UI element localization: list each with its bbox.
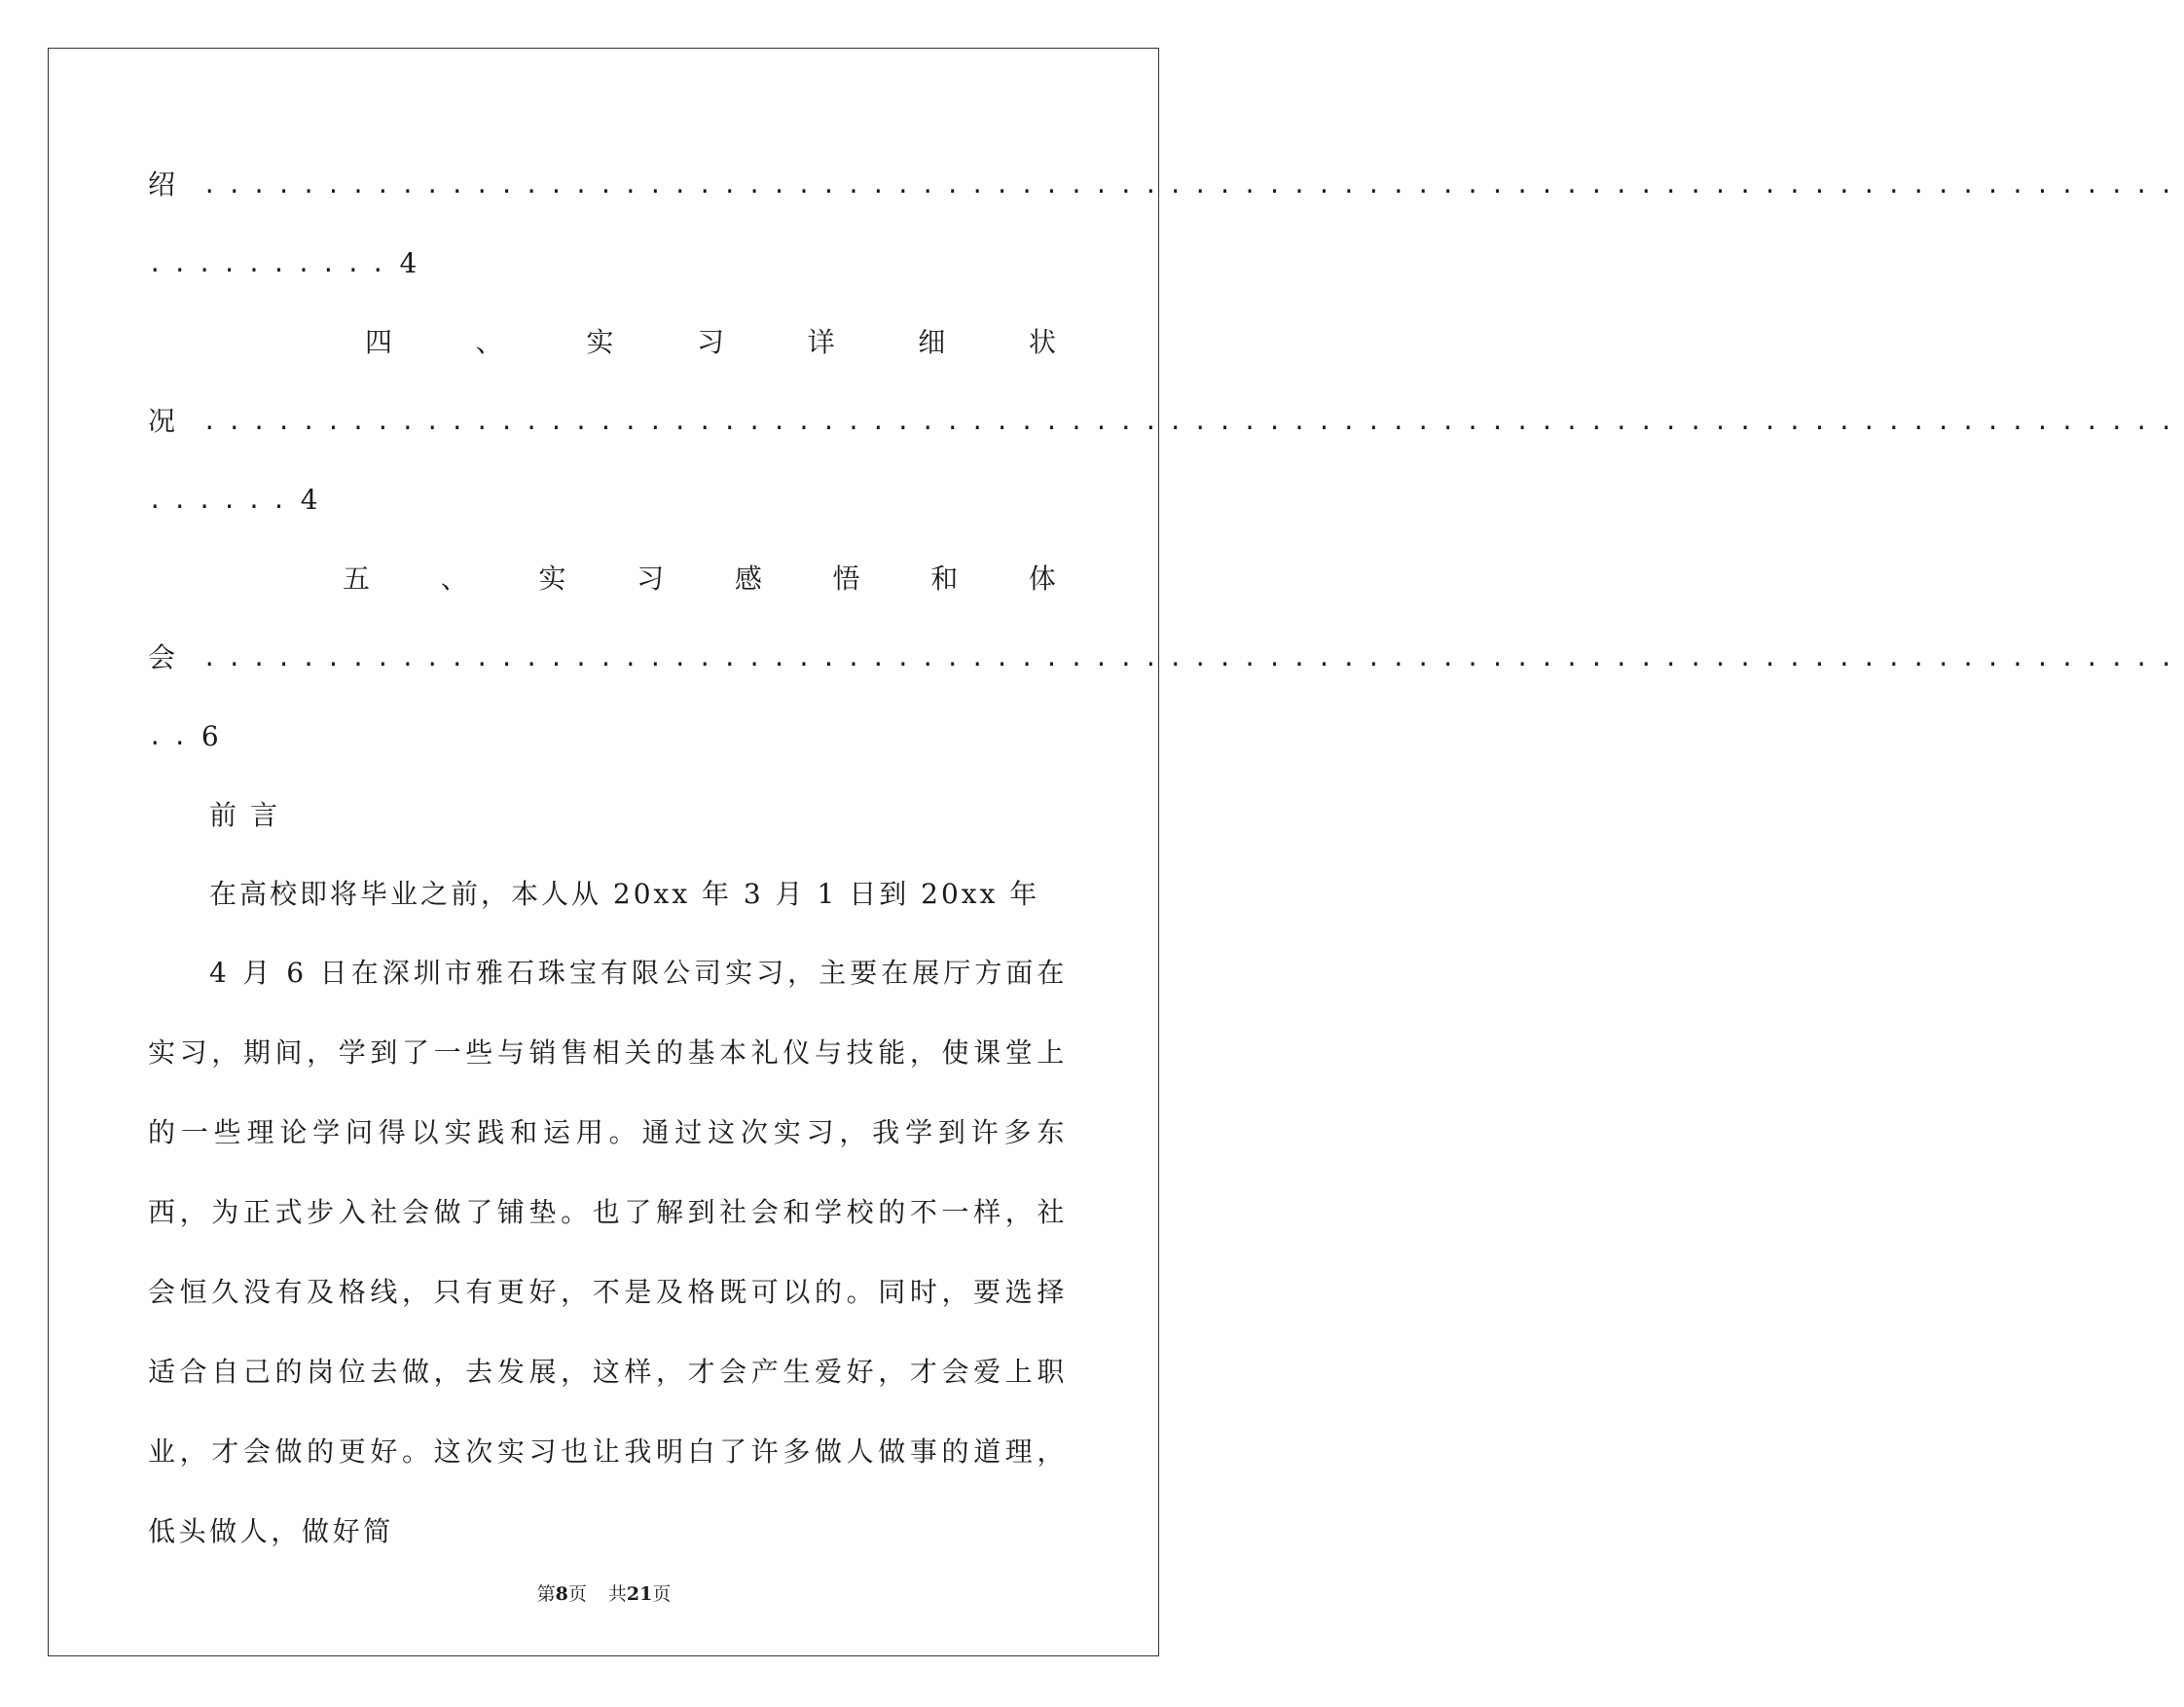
toc-entry-5-line xyxy=(148,638,2184,677)
toc-entry-4-tail xyxy=(148,481,1068,520)
toc-entry-5-char: 实 xyxy=(538,563,566,595)
toc-entry-4-char: 详 xyxy=(807,326,835,358)
page-footer xyxy=(0,1582,1208,1606)
footer-total-suffix: 页 xyxy=(652,1583,672,1605)
toc-entry-5-lead: 会 xyxy=(148,641,176,673)
toc-entry-4-title xyxy=(365,323,1056,362)
toc-entry-5-tail xyxy=(148,717,1068,756)
toc-entry-4-dots: ................................................................................ xyxy=(202,408,2184,435)
toc-entry-5-page: 6 xyxy=(200,720,219,752)
section-first-line: 在高校即将毕业之前，本人从 20xx 年 3 月 1 日到 20xx 年 xyxy=(209,878,1040,910)
toc-entry-4-char: 状 xyxy=(1028,326,1056,358)
footer-total-pages: 21 xyxy=(626,1583,653,1605)
section-body: 4 月 6 日在深圳市雅石珠宝有限公司实习，主要在展厅方面在实习，期间，学到了一些与销售相关的基本礼仪与技能，使课堂上的一些理论学问得以实践和运用。通过这次实习，我学到许多东西，为正式步入社会做了铺垫。也了解到社会和学校的不一样，社会恒久没有及格线，只有更好，不是及格既可以的。同时，要选择适合自己的岗位去做，去发展，这样，才会产生爱好，才会爱上职业，才会做的更好。这次实习也让我明白了许多做人做事的道理，低头做人，做好简 xyxy=(148,957,1068,1547)
toc-entry-3-dots: ................................................................................ xyxy=(202,171,2184,199)
section-heading: 前言 xyxy=(209,799,292,831)
toc-entry-5-char: 、 xyxy=(440,563,468,595)
toc-entry-3-page: 4 xyxy=(399,247,418,279)
toc-entry-3-line xyxy=(148,165,2184,204)
toc-entry-4-char: 四 xyxy=(365,326,393,358)
toc-entry-4-char: 、 xyxy=(475,326,503,358)
toc-entry-5-char: 习 xyxy=(637,563,665,595)
toc-entry-5-char: 和 xyxy=(930,563,959,595)
footer-current-page: 8 xyxy=(555,1583,568,1605)
toc-entry-5-dots: ................................................................................ xyxy=(202,644,2184,672)
toc-entry-3-tail xyxy=(148,244,1068,283)
toc-entry-4-char: 习 xyxy=(696,326,724,358)
toc-entry-4-line xyxy=(148,402,2184,441)
toc-entry-5-title xyxy=(343,560,1056,599)
toc-entry-5-char: 体 xyxy=(1028,563,1056,595)
toc-entry-4-char: 实 xyxy=(586,326,614,358)
toc-entry-3-tail-dots: .......... xyxy=(148,250,396,277)
footer-prefix: 第 xyxy=(536,1583,556,1605)
toc-entry-5-char: 五 xyxy=(343,563,371,595)
toc-entry-5-char: 感 xyxy=(734,563,762,595)
toc-entry-3-lead: 绍 xyxy=(148,168,176,200)
toc-entry-5-char: 悟 xyxy=(832,563,860,595)
toc-entry-5-tail-dots: .. xyxy=(148,723,198,750)
toc-entry-4-lead: 况 xyxy=(148,405,176,437)
footer-total-prefix: 共 xyxy=(607,1583,627,1605)
toc-entry-4-page: 4 xyxy=(300,484,318,516)
footer-page-word: 页 xyxy=(567,1583,587,1605)
toc-entry-4-char: 细 xyxy=(918,326,946,358)
toc-entry-4-tail-dots: ...... xyxy=(148,487,297,514)
